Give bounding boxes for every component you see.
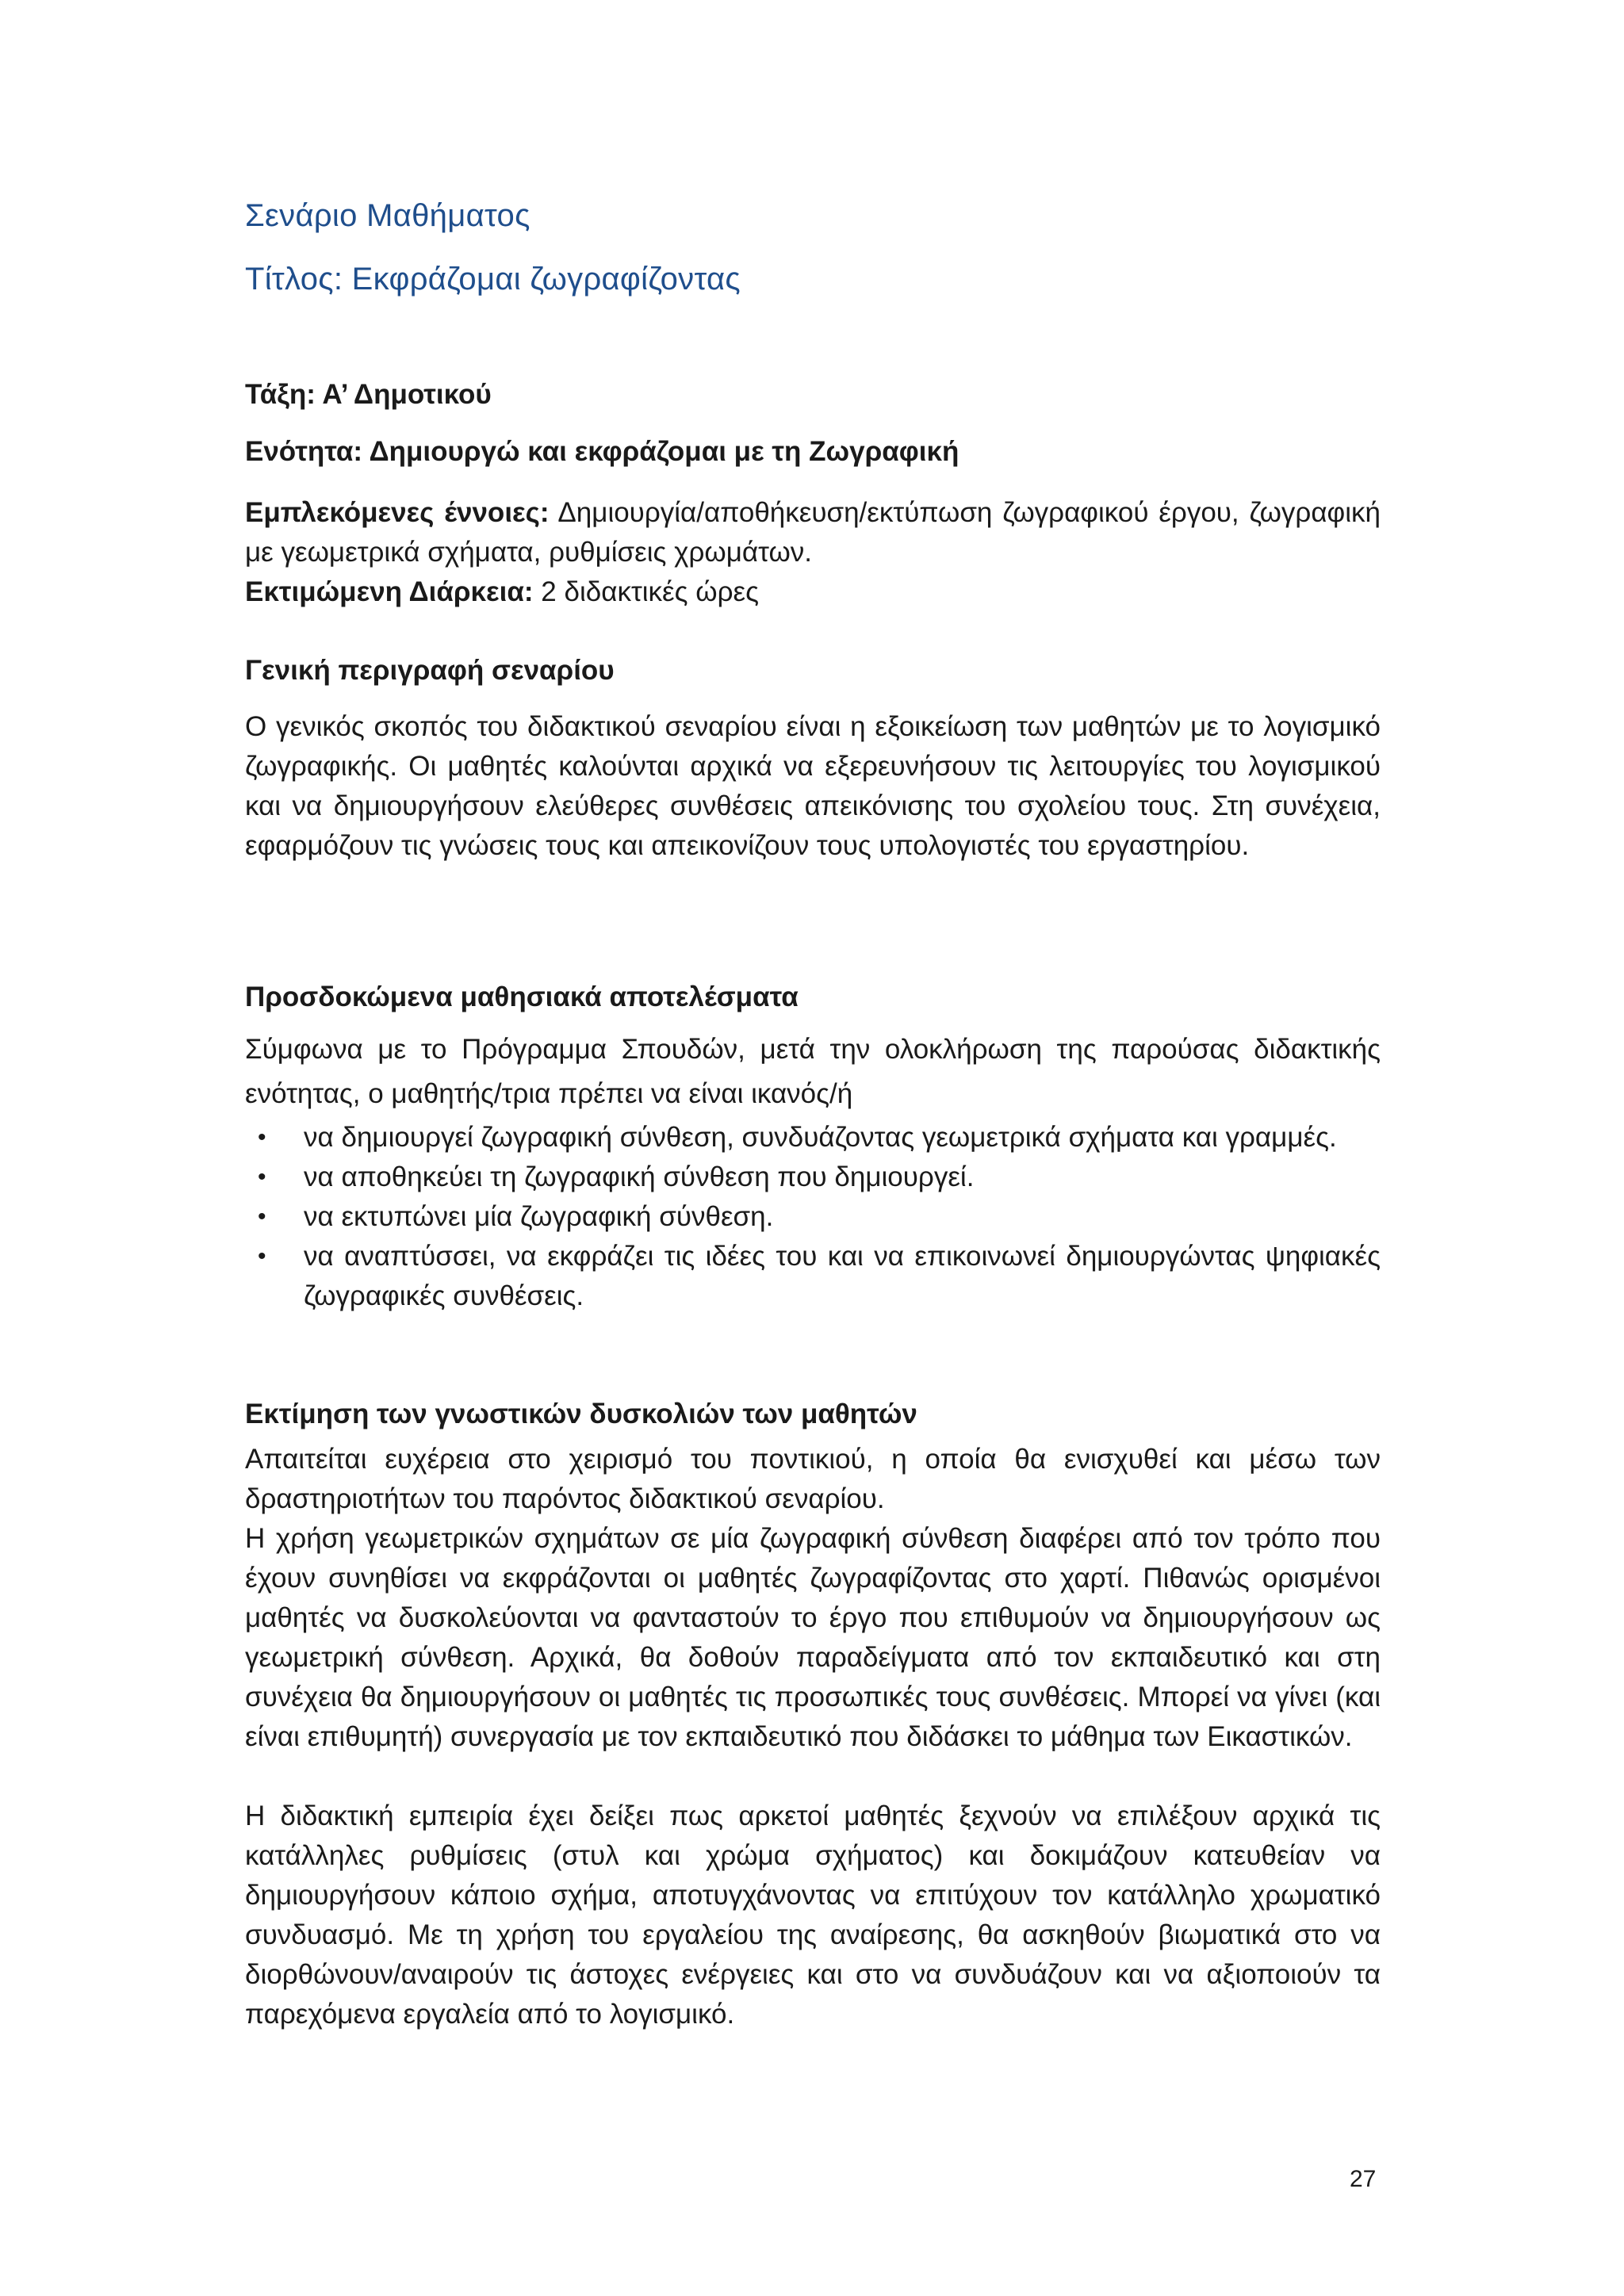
general-text: Ο γενικός σκοπός του διδακτικού σεναρίου είναι η εξοικείωση των μαθητών με το λογισμικό ζωγραφικής. Οι μαθητές καλούνται αρχικά να εξερευνήσουν τις λειτουργίες του λογισμικού και να δημιουργήσουν ελεύθερες συνθέσεις απεικόνισης του σχολείου τους. Στη συνέχεια, εφαρμόζουν τις γνώσεις τους και απεικονίζουν τους υπολογιστές του εργαστηρίου.: [245, 711, 1381, 861]
list-item: [245, 1237, 1381, 1316]
duration-paragraph: [245, 572, 1381, 612]
difficulties-paragraph-1: Απαιτείται ευχέρεια στο χειρισμό του ποντικιού, η οποία θα ενισχυθεί και μέσω των δραστηριοτήτων του παρόντος διδακτικού σεναρίου.: [245, 1444, 1381, 1514]
difficulties-paragraph-2: Η χρήση γεωμετρικών σχημάτων σε μία ζωγραφική σύνθεση διαφέρει από τον τρόπο που έχουν συνηθίσει να εκφράζονται οι μαθητές ζωγραφίζοντας στο χαρτί. Πιθανώς ορισμένοι μαθητές να δυσκολεύονται να φανταστούν το έργο που επιθυμούν να δημιουργήσουν ως γεωμετρική σύνθεση. Αρχικά, θα δοθούν παραδείγματα από τον εκπαιδευτικό και στη συνέχεια θα δημιουργήσουν οι μαθητές τις προσωπικές τους συνθέσεις. Μπορεί να γίνει (και είναι επιθυμητή) συνεργασία με τον εκπαιδευτικό που διδάσκει το μάθημα των Εικαστικών.: [245, 1523, 1381, 1752]
bullet-icon: •: [258, 1124, 266, 1150]
outcomes-intro: Σύμφωνα με το Πρόγραμμα Σπουδών, μετά την ολοκλήρωση της παρούσας διδακτικής ενότητας, ο μαθητής/τρια πρέπει να είναι ικανός/ή: [245, 1034, 1381, 1109]
list-item: [245, 1158, 1381, 1197]
unit-line: Ενότητα: Δημιουργώ και εκφράζομαι με τη Ζωγραφική: [245, 436, 959, 467]
list-item-text: να εκτυπώνει μία ζωγραφική σύνθεση.: [304, 1201, 774, 1232]
concepts-text: Δημιουργία/αποθήκευση/εκτύπωση ζωγραφικού έργου, ζωγραφική με γεωμετρικά σχήματα, ρυθμίσεις χρωμάτων.: [245, 497, 1381, 568]
list-item: [245, 1197, 1381, 1237]
page-number: 27: [1350, 2166, 1377, 2192]
list-item-text: να αποθηκεύει τη ζωγραφική σύνθεση που δημιουργεί.: [304, 1161, 975, 1192]
concepts-label: Εμπλεκόμενες έννοιες:: [245, 497, 550, 528]
bullet-icon: •: [258, 1243, 266, 1269]
bullet-icon: •: [258, 1203, 266, 1230]
concepts-paragraph: [245, 493, 1381, 572]
outcomes-list: [245, 1118, 1381, 1316]
class-line: Τάξη: Α’ Δημοτικού: [245, 379, 492, 410]
general-heading: Γενική περιγραφή σεναρίου: [245, 655, 615, 686]
duration-label: Εκτιμώμενη Διάρκεια:: [245, 576, 534, 607]
list-item-text: να αναπτύσσει, να εκφράζει τις ιδέες του και να επικοινωνεί δημιουργώντας ψηφιακές ζωγραφικές συνθέσεις.: [304, 1241, 1381, 1311]
duration-text: 2 διδακτικές ώρες: [533, 576, 759, 607]
difficulties-heading: Εκτίμηση των γνωστικών δυσκολιών των μαθητών: [245, 1399, 917, 1429]
list-item: [245, 1118, 1381, 1158]
list-item-text: να δημιουργεί ζωγραφική σύνθεση, συνδυάζοντας γεωμετρικά σχήματα και γραμμές.: [304, 1122, 1337, 1153]
bullet-icon: •: [258, 1164, 266, 1190]
scenario-title: Σενάριο Μαθήματος: [245, 198, 530, 233]
outcomes-heading: Προσδοκώμενα μαθησιακά αποτελέσματα: [245, 982, 799, 1012]
lesson-title: Τίτλος: Εκφράζομαι ζωγραφίζοντας: [245, 262, 741, 297]
difficulties-paragraph-3: Η διδακτική εμπειρία έχει δείξει πως αρκετοί μαθητές ξεχνούν να επιλέξουν αρχικά τις κατάλληλες ρυθμίσεις (στυλ και χρώμα σχήματος) και δοκιμάζουν κατευθείαν να δημιουργήσουν κάποιο σχήμα, αποτυγχάνοντας να επιτύχουν τον κατάλληλο χρωματικό συνδυασμό. Με τη χρήση του εργαλείου της αναίρεσης, θα ασκηθούν βιωματικά στο να διορθώνουν/αναιρούν τις άστοχες ενέργειες και στο να συνδυάζουν και να αξιοποιούν τα παρεχόμενα εργαλεία από το λογισμικό.: [245, 1800, 1381, 2030]
